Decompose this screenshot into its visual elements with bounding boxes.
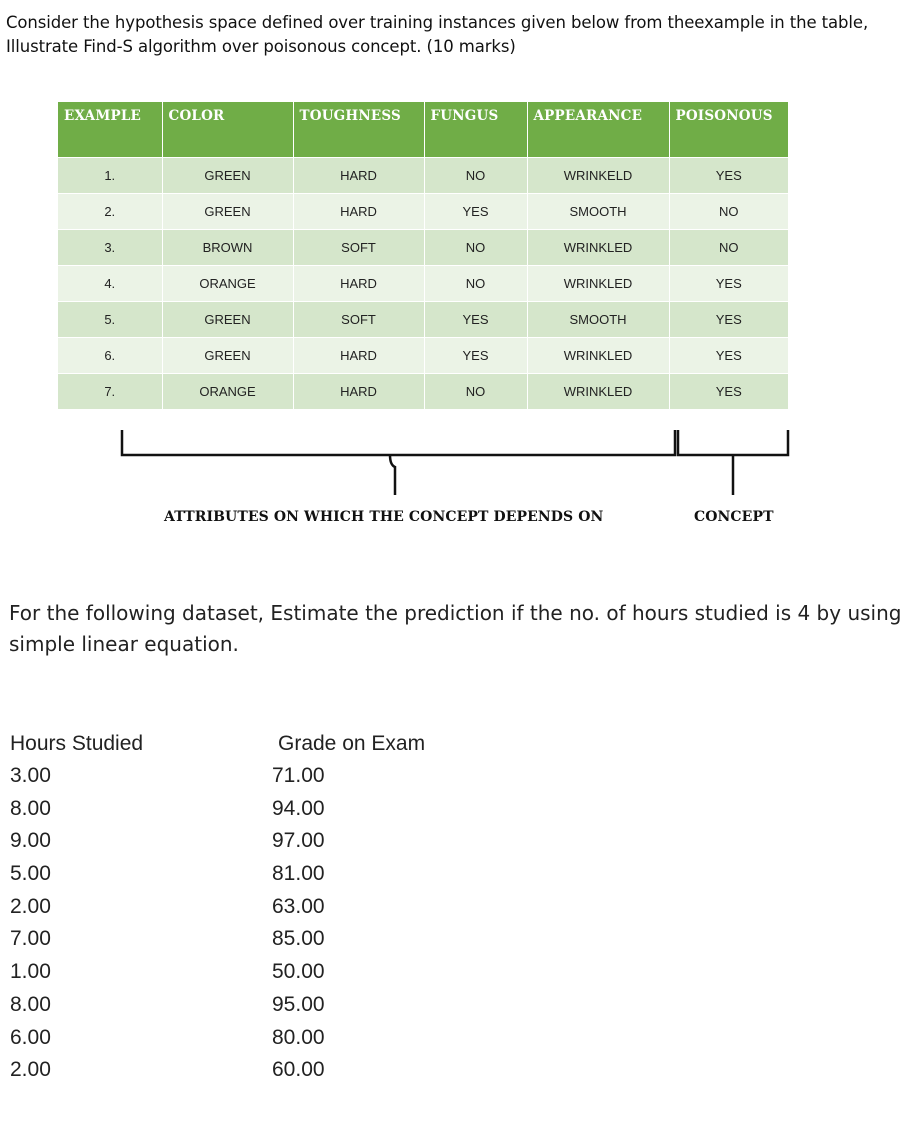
grade-value: 80.00 [272, 1025, 325, 1049]
cell-appearance: WRINKLED [527, 265, 669, 301]
cell-example: 2. [58, 193, 162, 229]
grade-value: 63.00 [272, 894, 325, 918]
cell-toughness: HARD [293, 373, 424, 409]
cell-toughness: SOFT [293, 301, 424, 337]
attributes-brace-stem [390, 455, 395, 495]
table-row [58, 373, 788, 409]
cell-appearance: SMOOTH [527, 193, 669, 229]
grade-value: 97.00 [272, 829, 325, 853]
cell-example: 6. [58, 337, 162, 373]
hours-value: 2.00 [10, 894, 51, 918]
cell-appearance: WRINKELD [527, 157, 669, 193]
cell-fungus: YES [424, 337, 527, 373]
header-fungus: FUNGUS [424, 102, 527, 157]
table-header-row [58, 102, 788, 157]
cell-fungus: NO [424, 373, 527, 409]
header-toughness: TOUGHNESS [293, 102, 424, 157]
cell-example: 5. [58, 301, 162, 337]
cell-toughness: HARD [293, 265, 424, 301]
cell-poisonous: YES [669, 337, 788, 373]
grade-value: 95.00 [272, 992, 325, 1016]
question-1-text: Consider the hypothesis space defined over training instances given below from theexample in the table, Illustrate Find-S algorithm over poisonous concept. (10 marks) [6, 13, 869, 56]
grade-on-exam-column [272, 728, 425, 1087]
hours-value: 7.00 [10, 927, 51, 951]
cell-example: 3. [58, 229, 162, 265]
cell-appearance: WRINKLED [527, 229, 669, 265]
hours-value: 3.00 [10, 764, 51, 787]
table-row [58, 157, 788, 193]
hours-value: 5.00 [10, 862, 51, 886]
cell-fungus: YES [424, 301, 527, 337]
grade-value: 81.00 [272, 862, 325, 886]
cell-fungus: NO [424, 157, 527, 193]
find-s-training-table [58, 102, 788, 409]
attributes-brace [122, 430, 675, 455]
cell-poisonous: YES [669, 301, 788, 337]
table-row [58, 193, 788, 229]
grade-value: 71.00 [272, 764, 325, 787]
hours-value: 9.00 [10, 829, 51, 853]
question-2-text: For the following dataset, Estimate the prediction if the no. of hours studied is 4 by using simple linear equation. [9, 601, 902, 656]
hours-value: 8.00 [10, 796, 51, 820]
cell-poisonous: NO [669, 193, 788, 229]
grade-on-exam-header: Grade on Exam [278, 732, 426, 755]
cell-fungus: NO [424, 229, 527, 265]
braces-diagram [100, 420, 800, 500]
cell-example: 4. [58, 265, 162, 301]
attributes-label: ATTRIBUTES ON WHICH THE CONCEPT DEPENDS ON [164, 509, 604, 525]
cell-color: GREEN [162, 301, 293, 337]
cell-fungus: YES [424, 193, 527, 229]
grade-value: 50.00 [272, 960, 325, 984]
cell-fungus: NO [424, 265, 527, 301]
table-row [58, 229, 788, 265]
cell-toughness: HARD [293, 337, 424, 373]
hours-value: 1.00 [10, 960, 51, 984]
hours-studied-column [10, 728, 143, 1087]
cell-color: GREEN [162, 193, 293, 229]
cell-color: ORANGE [162, 265, 293, 301]
header-poisonous: POISONOUS [669, 102, 788, 157]
table-row [58, 337, 788, 373]
grade-value: 94.00 [272, 796, 325, 820]
grade-value: 85.00 [272, 927, 325, 951]
cell-appearance: SMOOTH [527, 301, 669, 337]
header-appearance: APPEARANCE [527, 102, 669, 157]
hours-value: 6.00 [10, 1025, 51, 1049]
cell-toughness: SOFT [293, 229, 424, 265]
table-row [58, 265, 788, 301]
hours-value: 2.00 [10, 1058, 51, 1082]
cell-appearance: WRINKLED [527, 373, 669, 409]
cell-example: 7. [58, 373, 162, 409]
header-color: COLOR [162, 102, 293, 157]
cell-poisonous: YES [669, 265, 788, 301]
cell-poisonous: YES [669, 157, 788, 193]
cell-toughness: HARD [293, 193, 424, 229]
hours-studied-header: Hours Studied [10, 732, 144, 755]
cell-toughness: HARD [293, 157, 424, 193]
hours-value: 8.00 [10, 992, 51, 1016]
concept-label: CONCEPT [694, 509, 774, 525]
cell-color: ORANGE [162, 373, 293, 409]
cell-poisonous: NO [669, 229, 788, 265]
find-s-training-table-wrapper [58, 102, 788, 409]
cell-color: BROWN [162, 229, 293, 265]
concept-brace [678, 430, 788, 455]
cell-example: 1. [58, 157, 162, 193]
cell-color: GREEN [162, 157, 293, 193]
grade-value: 60.00 [272, 1058, 325, 1082]
cell-poisonous: YES [669, 373, 788, 409]
table-row [58, 301, 788, 337]
cell-appearance: WRINKLED [527, 337, 669, 373]
cell-color: GREEN [162, 337, 293, 373]
header-example: EXAMPLE [58, 102, 162, 157]
